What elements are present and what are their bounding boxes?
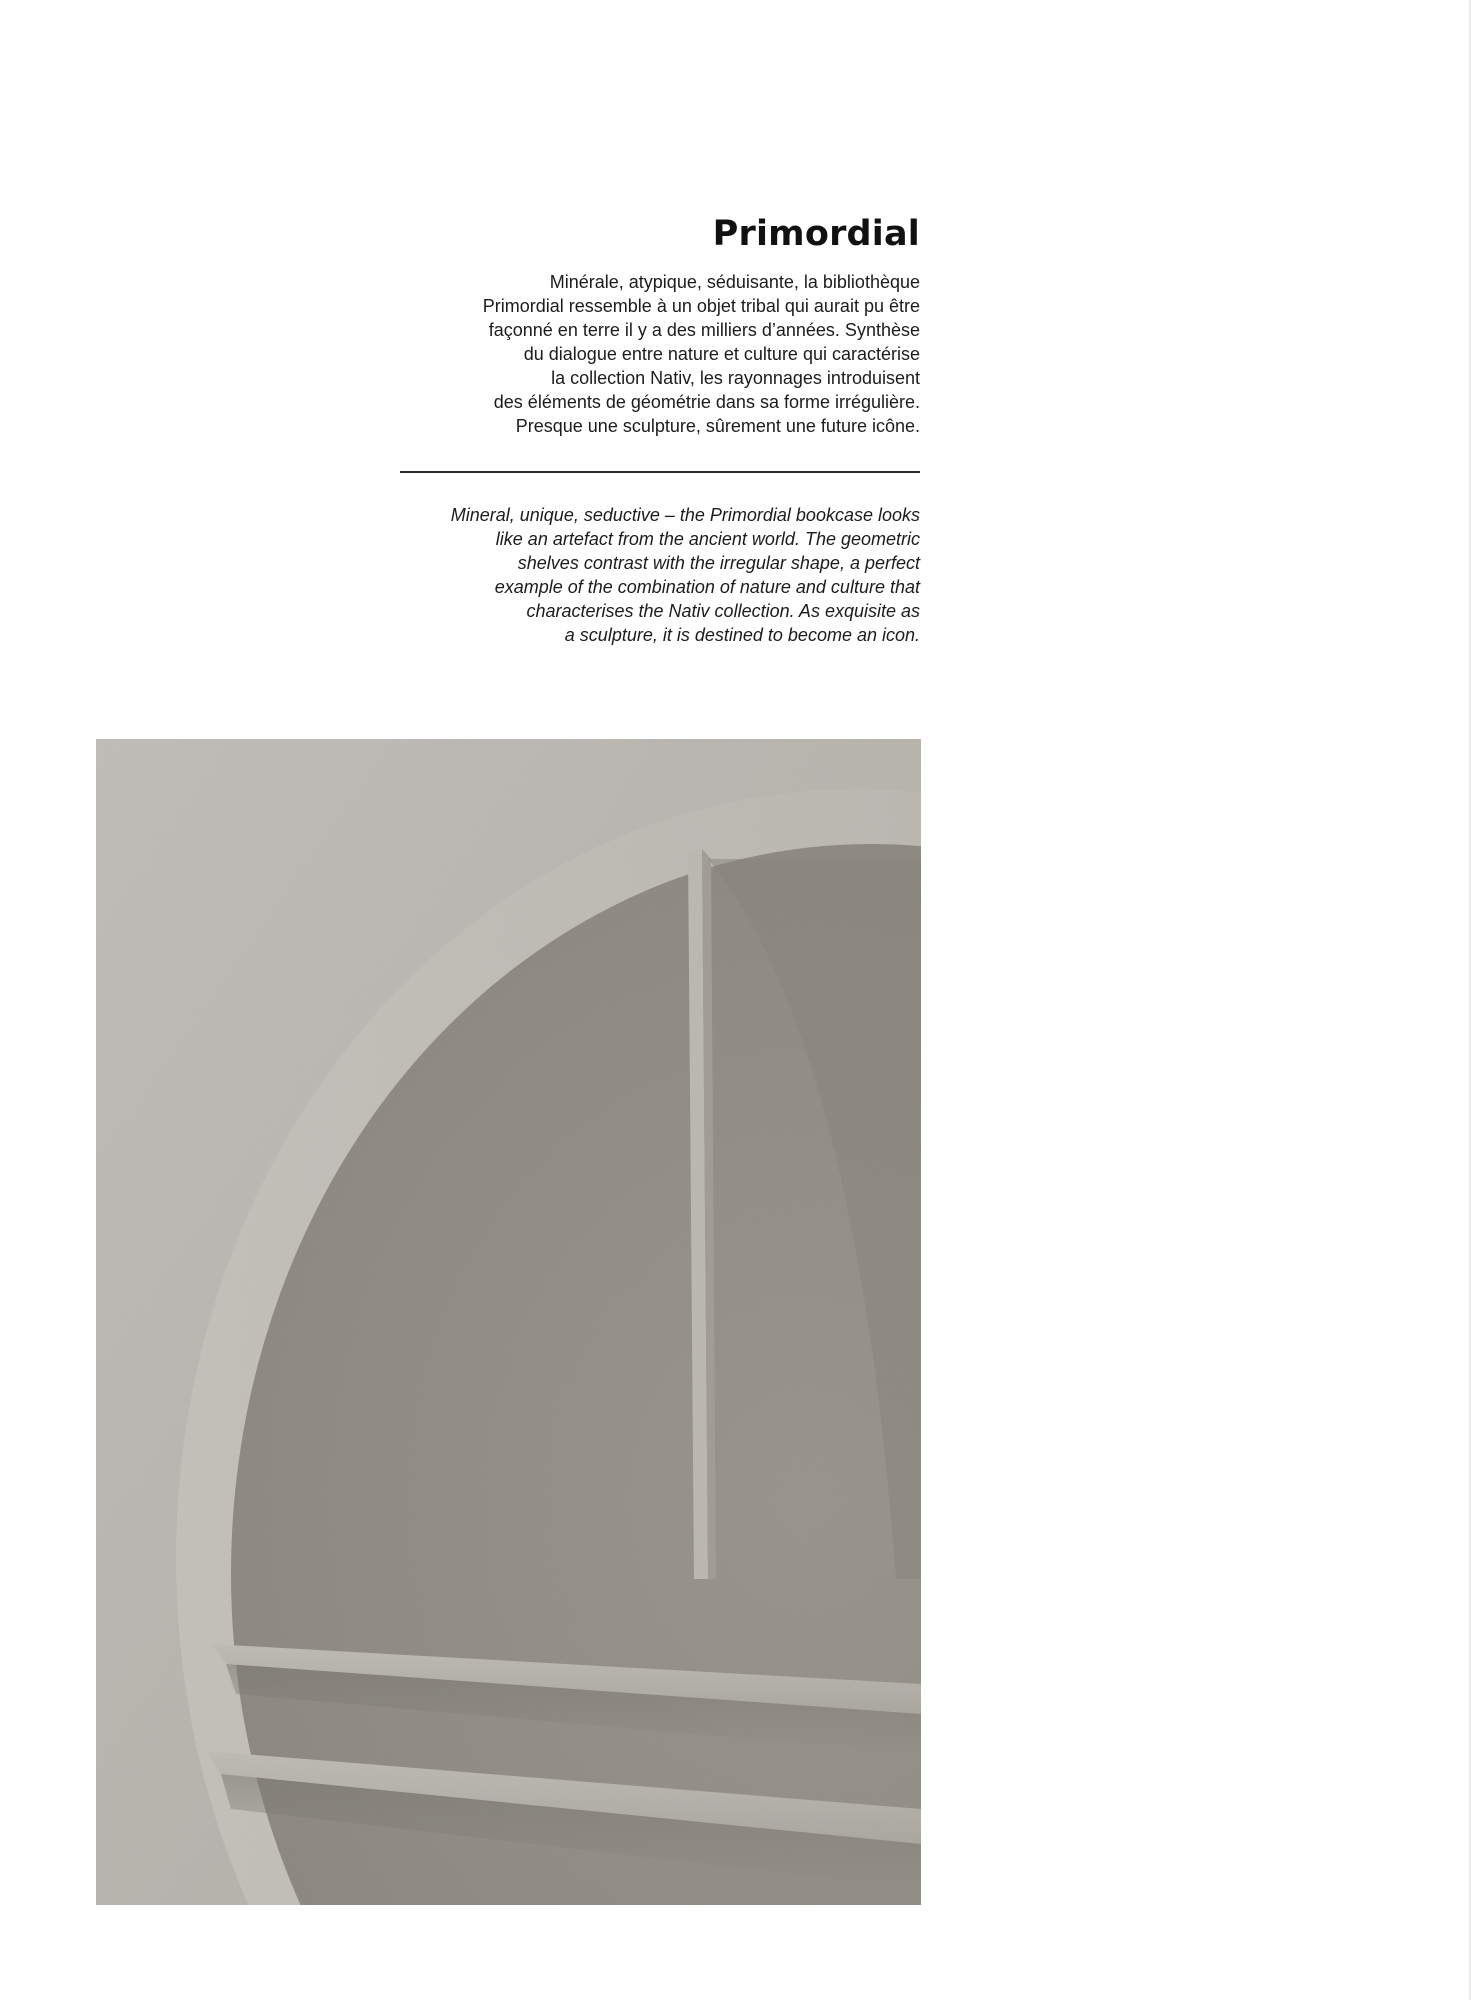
article-title: Primordial bbox=[712, 214, 920, 254]
french-line: la collection Nativ, les rayonnages introduisent bbox=[551, 368, 920, 388]
english-line: characterises the Nativ collection. As exquisite as bbox=[526, 600, 920, 621]
french-line: des éléments de géométrie dans sa forme irrégulière. bbox=[493, 392, 920, 412]
english-line: shelves contrast with the irregular shape, a perfect bbox=[517, 552, 920, 573]
section-divider bbox=[400, 471, 920, 473]
english-line: like an artefact from the ancient world. The geometric bbox=[495, 528, 920, 549]
english-line: Mineral, unique, seductive – the Primordial bookcase looks bbox=[450, 504, 920, 525]
french-line: façonné en terre il y a des milliers d’années. Synthèse bbox=[488, 320, 920, 340]
english-line: example of the combination of nature and culture that bbox=[494, 576, 920, 597]
bookcase-illustration bbox=[96, 739, 921, 1905]
bookcase-photo bbox=[96, 739, 921, 1905]
english-line: a sculpture, it is destined to become an icon. bbox=[564, 624, 920, 645]
english-description bbox=[400, 503, 920, 647]
french-line: Presque une sculpture, sûrement une future icône. bbox=[515, 416, 920, 436]
french-line: du dialogue entre nature et culture qui caractérise bbox=[523, 344, 920, 364]
french-line: Minérale, atypique, séduisante, la bibliothèque bbox=[549, 272, 920, 292]
french-description bbox=[400, 270, 920, 438]
french-line: Primordial ressemble à un objet tribal qui aurait pu être bbox=[482, 296, 920, 316]
article-text-block bbox=[400, 210, 920, 647]
